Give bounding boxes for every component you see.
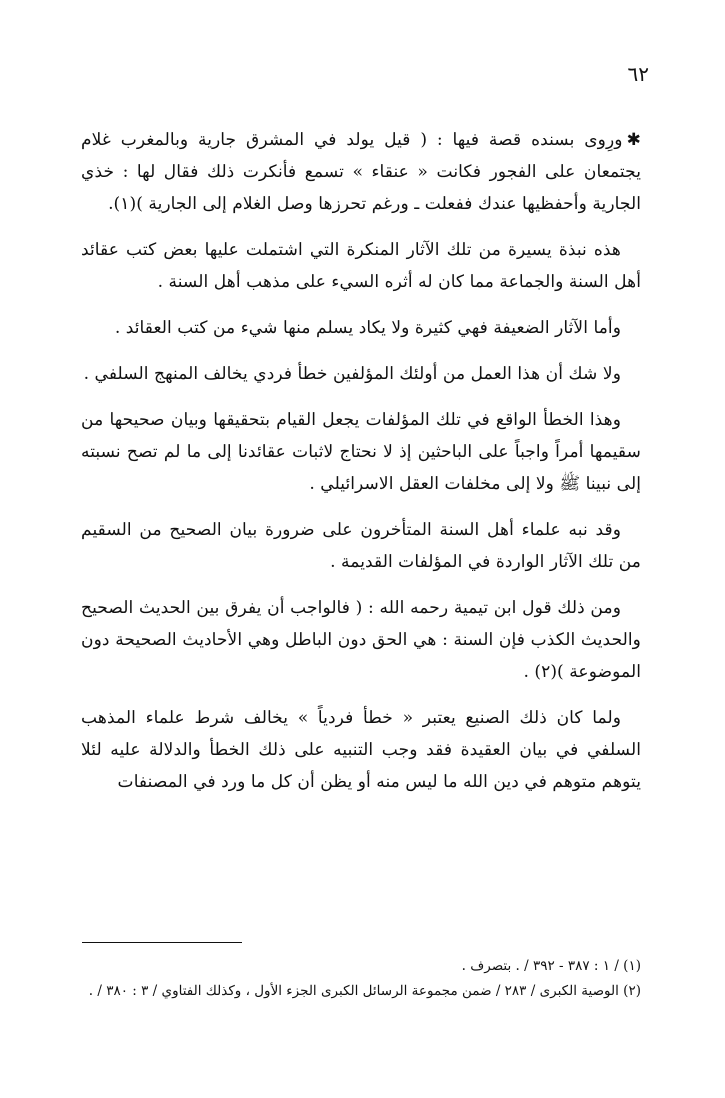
paragraph-2: هذه نبذة يسيرة من تلك الآثار المنكرة التي اشتملت عليها بعض كتب عقائد أهل السنة والجماعة مما كان له أثره السيء على مذهب أهل السنة .: [81, 240, 641, 292]
paragraph-3: وأما الآثار الضعيفة فهي كثيرة ولا يكاد يسلم منها شيء من كتب العقائد .: [114, 318, 621, 338]
paragraph-5: وهذا الخطأ الواقع في تلك المؤلفات يجعل القيام بتحقيقها وبيان صحيحها من سقيمها أمراً واجباً على الباحثين إذ لا نحتاج لاثبات عقائدنا إلى ما لم تصح نسبته إلى نبينا ﷺ ولا إلى مخلفات العقل الاسرائيلي .: [81, 410, 641, 494]
footnotes: [81, 954, 641, 1004]
paragraph-8: ولما كان ذلك الصنيع يعتبر « خطأ فردياً » يخالف شرط علماء المذهب السلفي في بيان العقيدة فقد وجب التنبيه على ذلك الخطأ والدلالة عليه لئلا يتوهم متوهم في دين الله ما ليس منه أو يظن أن كل ما ورد في المصنفات: [81, 708, 641, 792]
footnote-1: (١) / ١ : ٣٨٧ - ٣٩٢ / . بتصرف .: [461, 958, 641, 974]
paragraph-1: [81, 124, 641, 220]
asterisk-icon: ✱: [626, 130, 641, 150]
paragraph-6: وقد نبه علماء أهل السنة المتأخرون على ضرورة بيان الصحيح من السقيم من تلك الآثار الواردة في المؤلفات القديمة .: [81, 520, 641, 572]
page-number: ٦٢: [627, 62, 649, 86]
footnote-divider: [82, 942, 242, 943]
main-text: [81, 124, 641, 812]
paragraph-1-text: ورِوى بسنده قصة فيها : ( قيل يولد في المشرق جارية وبالمغرب غلام يجتمعان على الفجور فكانت « عنقاء » تسمع فأنكرت ذلك فقال لها : خذي الجارية وأحفظيها عندك ففعلت ـ ورغم تحرزها وصل الغلام إلى الجارية )(١).: [81, 130, 641, 214]
paragraph-4: ولا شك أن هذا العمل من أولئك المؤلفين خطأ فردي يخالف المنهج السلفي .: [83, 364, 621, 384]
footnote-2: (٢) الوصية الكبرى / ٢٨٣ / ضمن مجموعة الرسائل الكبرى الجزء الأول ، وكذلك الفتاوي / ٣ : ٣٨٠ / .: [88, 983, 641, 999]
paragraph-7: ومن ذلك قول ابن تيمية رحمه الله : ( فالواجب أن يفرق بين الحديث الصحيح والحديث الكذب فإن السنة : هي الحق دون الباطل وهي الأحاديث الصحيحة دون الموضوعة )(٢) .: [81, 598, 641, 682]
